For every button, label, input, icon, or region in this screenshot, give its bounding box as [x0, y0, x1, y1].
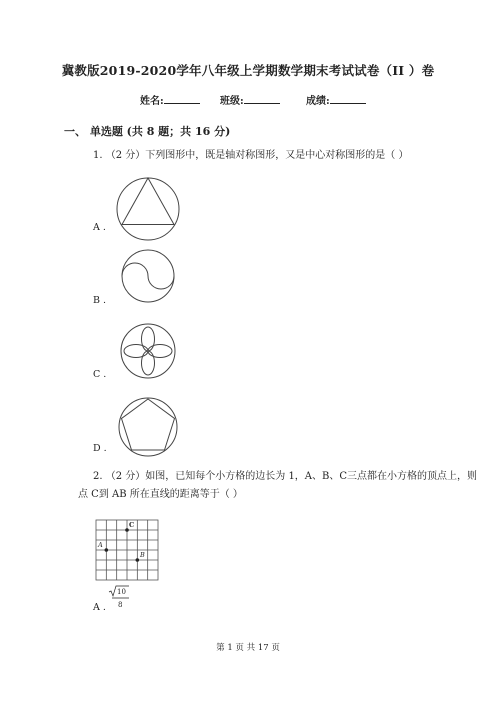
name-label: 姓名: — [140, 96, 164, 107]
q2-option-a-label: A . — [93, 602, 106, 613]
score-blank — [330, 94, 366, 104]
option-c-label: C . — [93, 369, 107, 380]
grid-label-c: C — [129, 521, 135, 529]
exam-title: 冀教版2019-2020学年八年级上学期数学期末考试试卷（II ）卷 — [61, 63, 435, 78]
question-1-text: 1. （2 分）下列图形中，既是轴对称图形，又是中心对称图形的是（ ） — [93, 150, 409, 161]
question-2-line-1: 2. （2 分）如图，已知每个小方格的边长为 1，A、B、C三点都在小方格的顶点上，则 — [93, 471, 478, 482]
grid-figure — [95, 518, 161, 582]
option-b-label: B . — [93, 295, 107, 306]
grid-label-a: A — [98, 541, 103, 549]
section-heading: 一、 单选题 (共 8 题；共 16 分) — [64, 125, 231, 138]
question-2-line-2: 点 C到 AB 所在直线的距离等于（ ） — [78, 489, 243, 500]
class-label: 班级: — [220, 96, 244, 107]
fraction-numerator: 10 — [117, 588, 126, 596]
point-a — [105, 548, 109, 552]
class-blank — [244, 94, 280, 104]
grid-label-b: B — [140, 551, 145, 559]
option-c-figure — [115, 322, 181, 382]
class-field — [220, 92, 280, 107]
name-blank — [164, 94, 200, 104]
fraction-denominator: 8 — [118, 601, 123, 609]
page-footer: 第 1 页 共 17 页 — [216, 643, 280, 653]
score-label: 成绩: — [306, 96, 330, 107]
point-b — [136, 558, 140, 562]
score-field — [306, 92, 366, 107]
name-field — [140, 92, 200, 107]
option-d-figure — [115, 396, 181, 458]
option-d-label: D . — [93, 443, 107, 454]
option-a-label: A . — [93, 222, 106, 233]
fraction-root-ten-over-eight — [108, 585, 130, 611]
option-b-figure — [115, 249, 181, 307]
option-a-figure — [115, 176, 181, 242]
